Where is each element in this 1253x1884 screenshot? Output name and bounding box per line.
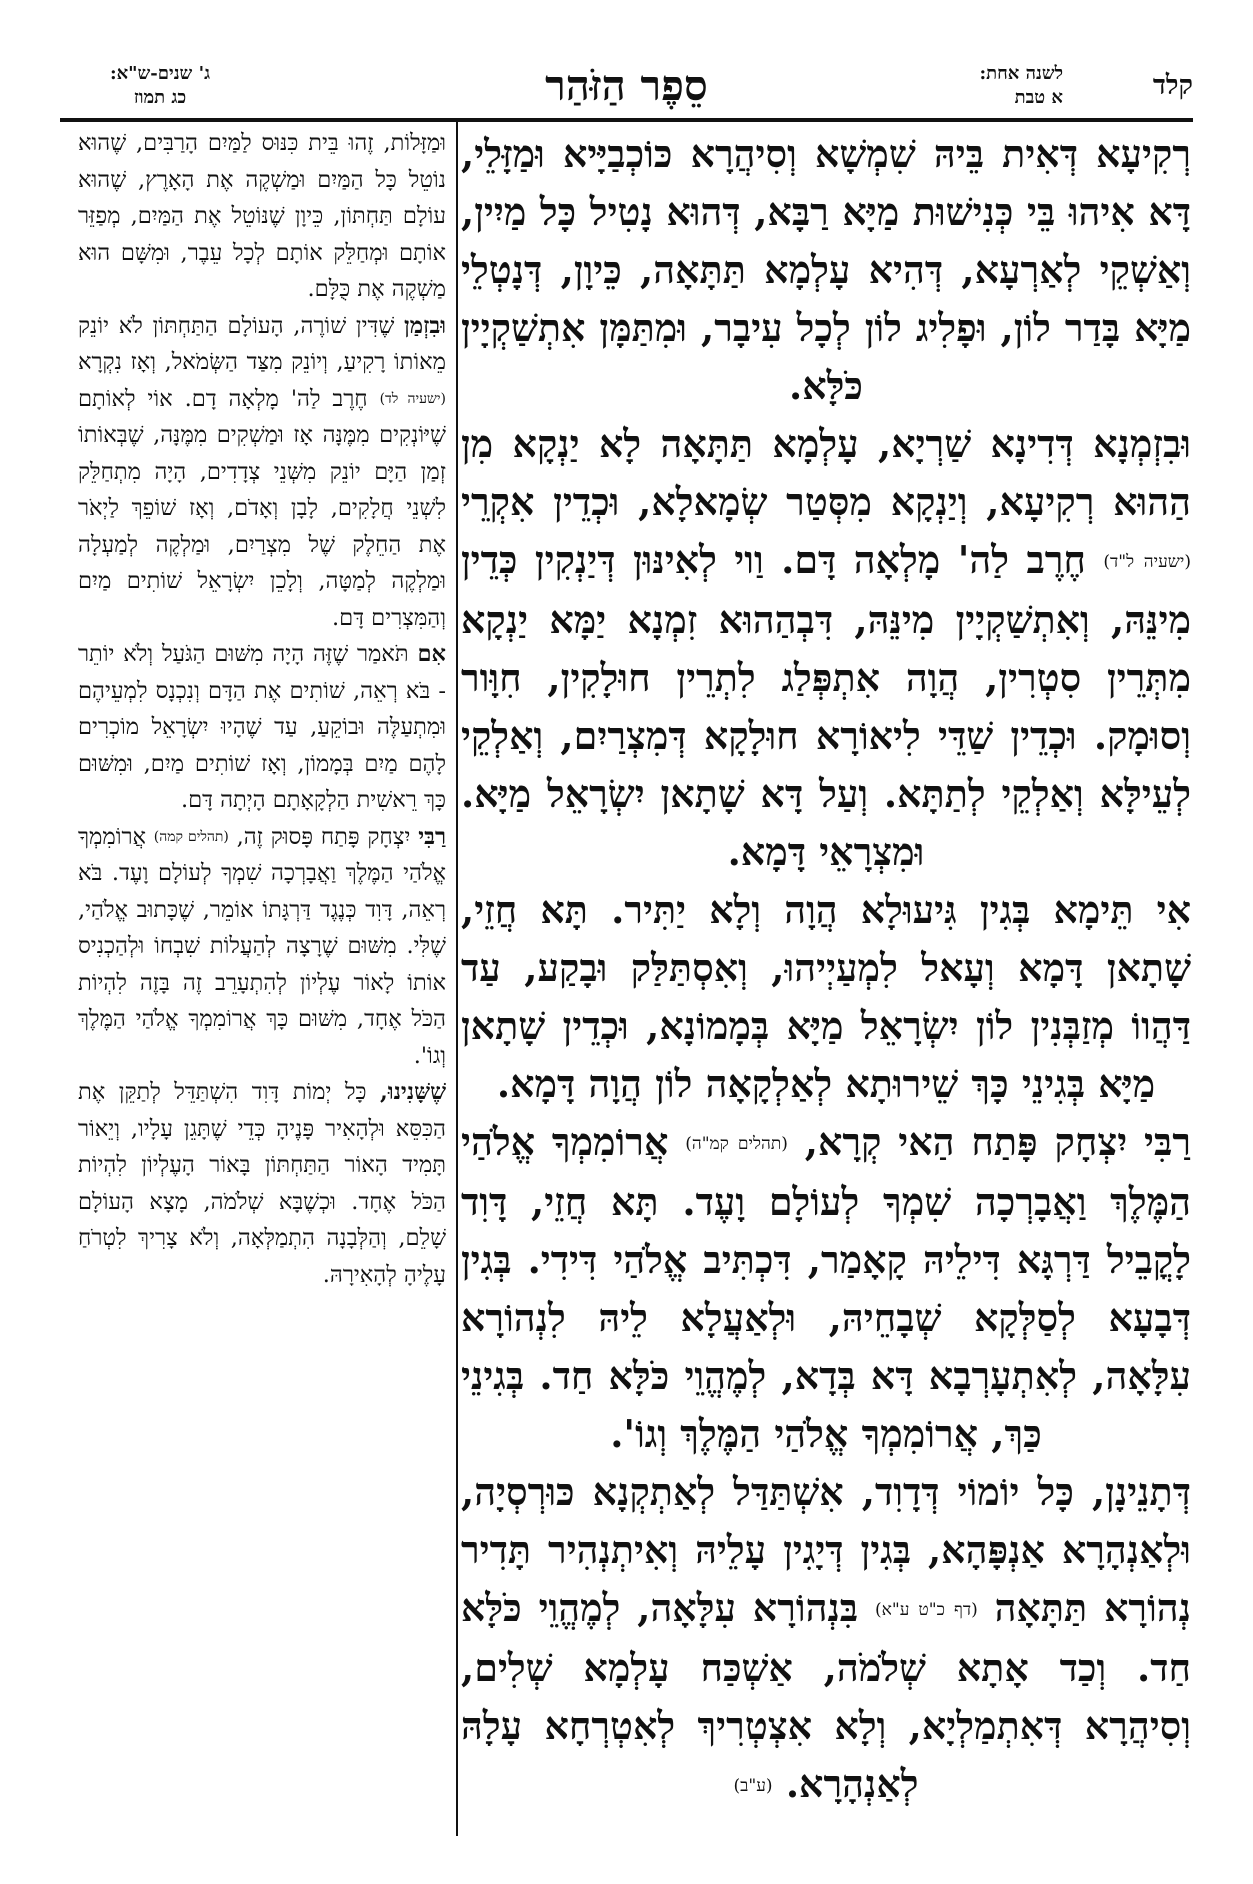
aramaic-paragraph: דְּתָנֵינָן, כָּל יוֹמוֹי דְּדָוִד, אִשְׁתַּדַּל לְאַתְקְנָא כּוּרְסְיָה, וּלְאַנְהָרָא אַנְפָּהָא, בְּגִין דְּיָגִין עָלֵיהּ וְאִיתְנְהִיר תָּדִיר נְהוֹרָא תַּתָּאָה (דף כ"ט ע"א) בִּנְהוֹרָא עִלָּאָה, לְמֶהֱוֵי כֹּלָּא חַד. וְכַד אָתָא שְׁלֹמֹה, אַשְׁכַּח עָלְמָא שְׁלִים, וְסִיהֲרָא דְּאִתְמַלְיָא, וְלָא אִצְטְרִיךְ לְאִטְרְחָא עָלָהּ לְאַנְהָרָא. (ע"ב) [461,1469,1191,1807]
header-rule [60,118,1193,122]
hebrew-paragraph: וּבִזְמַן שֶׁדִּין שׁוֹרֶה, הָעוֹלָם הַתַּחְתּוֹן לֹא יוֹנֵק מֵאוֹתוֹ רָקִיעַ, וְיוֹנֵק מִצַּד הַשְּׂמֹאל, וְאָז נִקְרָא (ישעיה לד) חֶרֶב לַה' מָלְאָה דָם. אוֹי לְאוֹתָם שֶׁיּוֹנְקִים מִמֶּנָּה אָז וּמַשְׁקִים מִמֶּנָּה, שֶׁבְּאוֹתוֹ זְמַן הַיָּם יוֹנֵק מִשְּׁנֵי צְדָדִים, הָיָה מִתְחַלֵּק לִשְׁנֵי חֲלָקִים, לָבָן וְאָדֹם, וְאָז שׁוֹפֵךְ לַיְאֹר אֶת הַחֵלֶק שֶׁל מִצְרַיִם, וּמַלְקֶה לְמַעְלָה וּמַלְקֶה לְמַטָּה, וְלָכֵן יִשְׂרָאֵל שׁוֹתִים מַיִם וְהַמִּצְרִים דָּם. [78,312,446,631]
verse-reference: (תהלים קמה) [153,828,229,845]
column-divider [456,118,458,1836]
verse-reference: (תהלים קמ"ה) [685,1134,788,1155]
aramaic-paragraph: רַבִּי יִצְחָק פָּתַח הַאי קְרָא, (תהלים קמ"ה) אֲרוֹמִמְךָ אֱלֹהַי הַמֶּלֶךְ וַאֲבָרְכָה שִׁמְךָ לְעוֹלָם וָעֶד. תָּא חֲזֵי, דָּוִד לָקֳבֵיל דַּרְגָּא דִּילֵיהּ קָאָמַר, דִּכְתִּיב אֱלֹהַי דִּידִי. בְּגִין דְּבָעָא לְסַלְּקָא שְׁבָחֵיהּ, וּלְאַעֲלָא לֵיהּ לִנְהוֹרָא עִלָּאָה, לְאִתְעָרְבָא דָּא בְּדָא, לְמֶהֱוֵי כֹּלָּא חַד. בְּגִינֵי כַּךְ, אֲרוֹמִמְךָ אֱלֹהַי הַמֶּלֶךְ וְגוֹ'. [461,1119,1191,1457]
aramaic-column [461,125,1191,1835]
folio-reference: (ע"ב) [733,1776,773,1797]
verse-reference: (ישעיה ל"ד) [1103,552,1191,573]
hebrew-paragraph: רַבִּי יִצְחָק פָּתַח פָּסוּק זֶה, (תהלים קמה) אֲרוֹמִמְךָ אֱלֹהַי הַמֶּלֶךְ וַאֲבָרְכָה שִׁמְךָ לְעוֹלָם וָעֶד. בֹּא רְאֵה, דָּוִד כְּנֶגֶד דַּרְגָּתוֹ אוֹמֵר, שֶׁכָּתוּב אֱלֹהַי, שֶׁלִּי. מִשּׁוּם שֶׁרָצָה לְהַעֲלוֹת שִׁבְחוֹ וּלְהַכְנִיס אוֹתוֹ לָאוֹר עֶלְיוֹן לְהִתְעָרֵב זֶה בָּזֶה לִהְיוֹת הַכֹּל אֶחָד, מִשּׁוּם כָּךְ אֲרוֹמִמְךָ אֱלֹהַי הַמֶּלֶךְ וְגוֹ'. [78,823,446,1069]
hebrew-paragraph: וּמַזָּלוֹת, זֶהוּ בֵּית כִּנּוּס לַמַּיִם הָרַבִּים, שֶׁהוּא נוֹטֵל כָּל הַמַּיִם וּמַשְׁקֶה אֶת הָאָרֶץ, שֶׁהוּא עוֹלָם תַּחְתּוֹן, כֵּיוָן שֶׁנּוֹטֵל אֶת הַמַּיִם, מְפַזֵּר אוֹתָם וּמְחַלֵּק אוֹתָם לְכָל עֵבֶר, וּמִשָּׁם הוּא מַשְׁקֶה אֶת כֻּלָּם. [78,130,446,302]
hebrew-paragraph: שֶׁשָּׁנִינוּ, כָּל יְמוֹת דָּוִד הִשְׁתַּדֵּל לְתַקֵּן אֶת הַכִּסֵּא וּלְהָאִיר פָּנֶיהָ כְּדֵי שֶׁתָּגֵן עָלָיו, וְיֵאוֹר תָּמִיד הָאוֹר הַתַּחְתּוֹן בָּאוֹר הָעֶלְיוֹן לִהְיוֹת הַכֹּל אֶחָד. וּכְשֶׁבָּא שְׁלֹמֹה, מָצָא הָעוֹלָם שָׁלֵם, וְהַלְּבָנָה הִתְמַלְּאָה, וְלֹא צָרִיךְ לִטְרֹחַ עָלֶיהָ לְהָאִירָהּ. [78,1079,446,1288]
verse-reference: (ישעיה לד) [379,390,446,407]
schedule-date-tammuz: כג תמוז [133,87,187,108]
page-title: סֵפֶר הַזֹּהַר [545,61,708,110]
folio-reference: (דף כ"ט ע"א) [874,1600,978,1621]
header-schedule-left [60,62,260,110]
schedule-three-years: ג' שנים-ש"א: [109,63,211,84]
page-number: קלד [1152,70,1193,101]
hebrew-translation-column [78,125,446,1835]
schedule-one-year: לשנה אחת: [979,63,1063,84]
schedule-date-tevet: א טבת [1014,87,1063,108]
aramaic-paragraph: וּבִזְמְנָא דְּדִינָא שַׁרְיָא, עָלְמָא תַּתָּאָה לָא יַנְקָא מִן הַהוּא רְקִיעָא, וְיַנְקָא מִסְּטַר שְׂמָאלָא, וּכְדֵין אִקְרֵי (ישעיה ל"ד) חֶרֶב לַה' מָלְאָה דָּם. וַוי לְאִינּוּן דְּיַנְקִין כְּדֵין מִינֵּהּ, וְאִתְשַׁקְיָין מִינֵּהּ, דִּבְהַהוּא זִמְנָא יַמָּא יַנְקָא מִתְּרֵין סִטְרִין, הֲוָה אִתְפְּלַג לִתְרֵין חוּלָקִין, חִוָּור וְסוּמָק. וּכְדֵין שַׁדֵּי לִיאוֹרָא חוּלָקָא דְּמִצְרַיִם, וְאַלְקֵי לְעֵילָּא וְאַלְקֵי לְתַתָּא. וְעַל דָּא שָׁתָאן יִשְׂרָאֵל מַיָּא. וּמִצְרָאֵי דָּמָא. [461,421,1191,875]
aramaic-paragraph: אִי תֵּימָא בְּגִין גִּיעוּלָא הֲוָה וְלָא יַתִּיר. תָּא חֲזֵי, שָׁתָאן דָּמָא וְעָאל לִמְעַיְיהוּ, וְאִסְתַּלַּק וּבָקַע, עַד דַּהֲווֹ מְזַבְּנִין לוֹן יִשְׂרָאֵל מַיָּא בְּמָמוֹנָא, וּכְדֵין שָׁתָאן מַיָּא בְּגִינֵי כָּךְ שֵׁירוּתָא לְאַלְקָאָה לוֹן הֲוָה דָּמָא. [461,887,1191,1107]
page-header [60,58,1193,118]
hebrew-paragraph: אִם תֹּאמַר שֶׁזֶּה הָיָה מִשּׁוּם הַגֹּעַל וְלֹא יוֹתֵר - בֹּא רְאֵה, שׁוֹתִים אֶת הַדָּם וְנִכְנָס לִמְעֵיהֶם וּמִתְעַלֶּה וּבוֹקֵעַ, עַד שֶׁהָיוּ יִשְׂרָאֵל מוֹכְרִים לָהֶם מַיִם בְּמָמוֹן, וְאָז שׁוֹתִים מַיִם, וּמִשּׁוּם כָּךְ רֵאשִׁית הַלְקָאָתָם הָיְתָה דָּם. [78,641,446,814]
aramaic-paragraph: רְקִיעָא דְּאִית בֵּיהּ שִׁמְשָׁא וְסִיהֲרָא כּוֹכְבַיָּיא וּמַזָּלֵי, דָּא אִיהוּ בֵּי כְּנִישׁוּת מַיָּא רַבָּא, דְּהוּא נָטִיל כָּל מַיִין, וְאַשְׁקֵי לְאַרְעָא, דְּהִיא עָלְמָא תַּתָּאָה, כֵּיוָן, דְּנָטְלֵי מַיָּא בָּדַר לוֹן, וּפָלִיג לוֹן לְכָל עִיבָר, וּמִתַּמָּן אִתְשַׁקְיָין כֹּלָּא. [461,131,1191,408]
